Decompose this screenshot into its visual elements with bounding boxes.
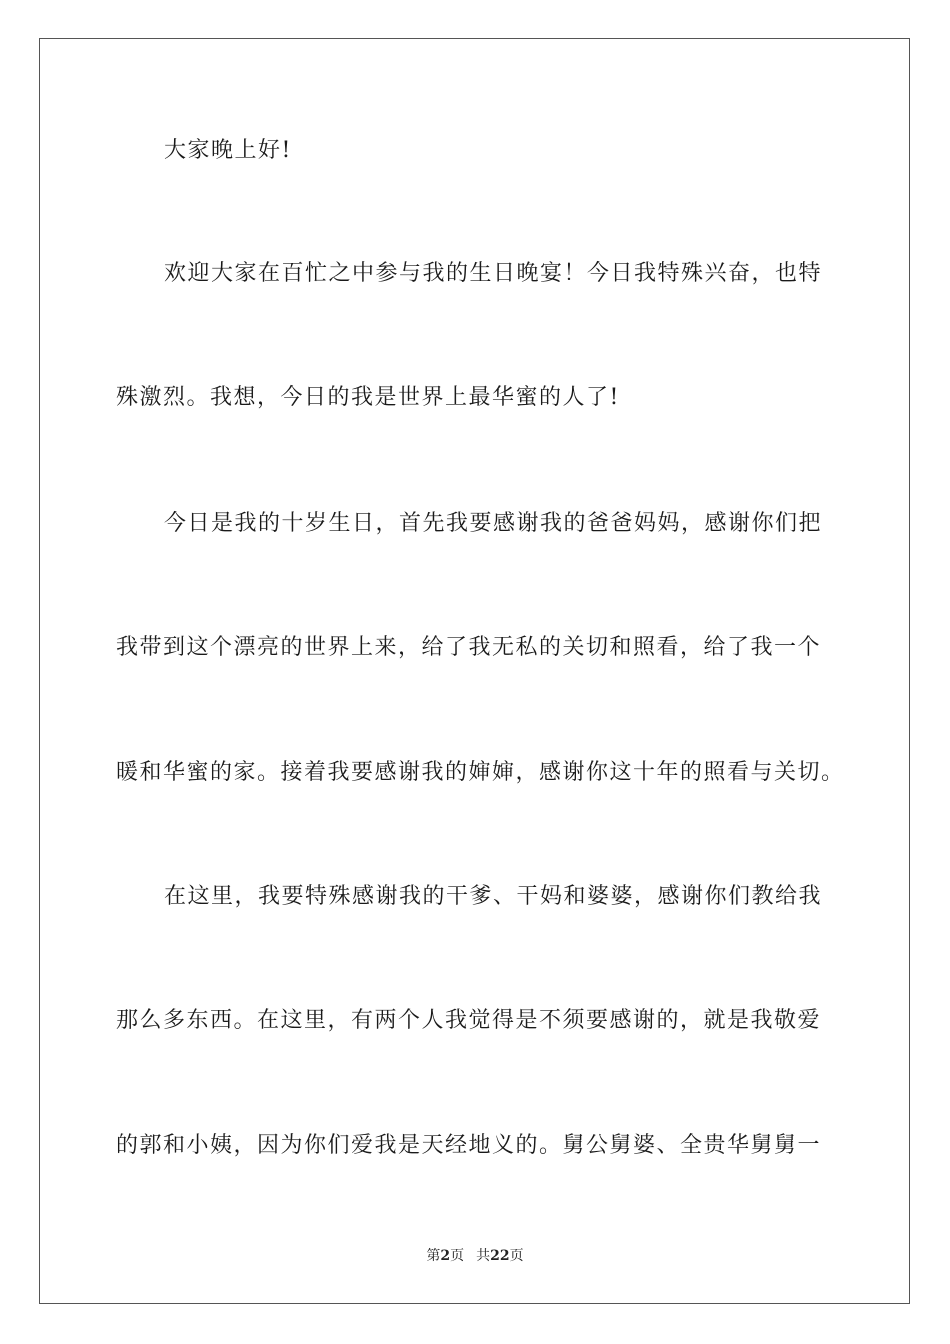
paragraph-line: 在这里，我要特殊感谢我的干爹、干妈和婆婆，感谢你们教给我 (164, 884, 823, 909)
page-total: 22 (490, 1248, 510, 1264)
paragraph-line: 的郭和小姨，因为你们爱我是天经地义的。舅公舅婆、全贵华舅舅一 (116, 1133, 822, 1158)
total-prefix: 共 (476, 1248, 491, 1264)
page-prefix: 第 (426, 1248, 441, 1264)
page-number: 2 (440, 1248, 451, 1264)
page-footer (0, 1246, 950, 1266)
page-border (39, 38, 910, 1304)
page-suffix: 页 (450, 1248, 465, 1264)
paragraph-line: 今日是我的十岁生日，首先我要感谢我的爸爸妈妈，感谢你们把 (164, 511, 823, 536)
paragraph-line: 那么多东西。在这里，有两个人我觉得是不须要感谢的，就是我敬爱 (116, 1008, 822, 1033)
paragraph-line: 欢迎大家在百忙之中参与我的生日晚宴！今日我特殊兴奋，也特 (164, 261, 823, 286)
paragraph-line: 殊激烈。我想，今日的我是世界上最华蜜的人了! (116, 385, 620, 410)
paragraph-line: 暖和华蜜的家。接着我要感谢我的婶婶，感谢你这十年的照看与关切。 (116, 760, 845, 785)
paragraph-line: 我带到这个漂亮的世界上来，给了我无私的关切和照看，给了我一个 (116, 635, 822, 660)
paragraph-greeting: 大家晚上好! (164, 138, 292, 163)
total-suffix: 页 (509, 1248, 524, 1264)
